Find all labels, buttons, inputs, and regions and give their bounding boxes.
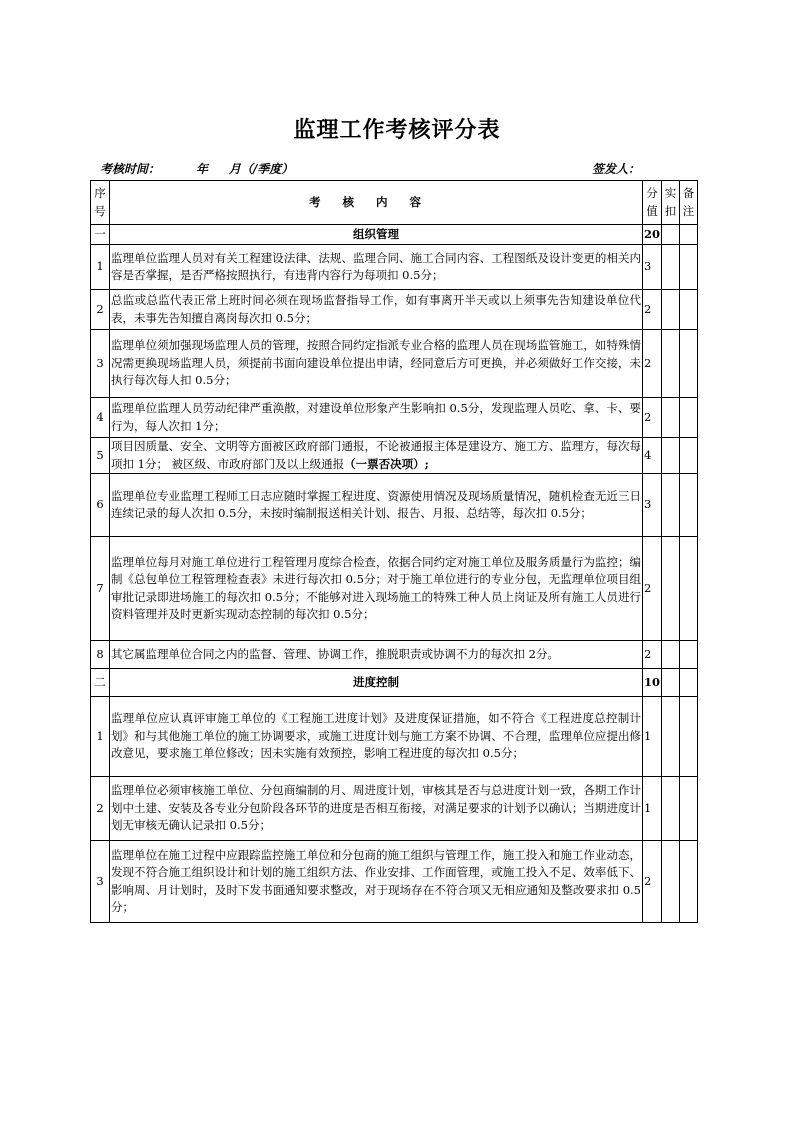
item-text: 项目因质量、安全、文明等方面被区政府部门通报，不论被通报主体是建设方、施工方、监理方，每次每项扣 1分； 被区级、市政府部门及以上级通报: [111, 439, 641, 471]
signer-label: 签发人：: [592, 162, 641, 176]
note-cell: [680, 438, 698, 474]
note-cell: [680, 537, 698, 641]
item-text: 监理单位每月对施工单位进行工程管理月度综合检查，依据合同约定对施工单位及服务质量行为监控；编制《总包单位工程管理检查表》未进行每次扣 0.5分；对于施工单位进行的专业分包，无监理单位项目组审批记录即进场施工的每次扣 0.5分；不能够对进入现场施工的特殊工种人员上岗证及所有施工人员进行资料管理并及时更新实现动态控制的每次扣 0.5分；: [111, 554, 641, 621]
deduct-cell: [662, 537, 680, 641]
deduct-cell: [662, 841, 680, 923]
item-content: [110, 245, 643, 290]
deduct-cell: [662, 245, 680, 290]
header-deduct: 实扣: [662, 181, 680, 225]
item-number: 7: [91, 537, 110, 641]
month-label: 月（/季度）: [228, 162, 294, 176]
deduct-cell: [662, 697, 680, 777]
table-header-row: [91, 181, 698, 225]
header-content: 考核内容: [110, 181, 643, 225]
deduct-cell: [662, 398, 680, 438]
deduct-cell: [662, 669, 680, 697]
item-text: 监理单位须加强现场监理人员的管理，按照合同约定指派专业合格的监理人员在现场监管施工，如特殊情况需更换现场监理人员，须提前书面向建设单位提出申请，经同意后方可更换，并必须做好工作交接，未执行每次每人扣 0.5分；: [111, 338, 641, 388]
table-row: [91, 330, 698, 398]
item-text: 监理单位监理人员对有关工程建设法律、法规、监理合同、施工合同内容、工程图纸及设计变更的相关内容是否掌握，是否严格按照执行，有违背内容行为每项扣 0.5分；: [111, 250, 641, 282]
item-text: 监理单位在施工过程中应跟踪监控施工单位和分包商的施工组织与管理工作，施工投入和施工作业动态，发现不符合施工组织设计和计划的施工组织方法、作业安排、工作面管理，或施工投入不足、效率低下、影响周、月计划时，及时下发书面通知要求整改，对于现场存在不符合项又无相应通知及整改要求扣 0.5分；: [111, 847, 641, 914]
item-content: [110, 641, 643, 669]
item-score: 2: [643, 290, 662, 330]
item-content: [110, 474, 643, 537]
section-score: 10: [643, 669, 662, 697]
item-number: 4: [91, 398, 110, 438]
header-no: 序号: [91, 181, 110, 225]
note-cell: [680, 330, 698, 398]
note-cell: [680, 697, 698, 777]
item-number: 6: [91, 474, 110, 537]
note-cell: [680, 225, 698, 245]
item-score: 4: [643, 438, 662, 474]
item-text: 监理单位专业监理工程师工日志应随时掌握工程进度、资源使用情况及现场质量情况，随机检查无近三日连续记录的每人次扣 0.5分，未按时编制报送相关计划、报告、月报、总结等，每次扣 0.5分；: [111, 488, 641, 520]
table-row: [91, 398, 698, 438]
table-row: [91, 841, 698, 923]
item-score: 2: [643, 330, 662, 398]
table-row: [91, 777, 698, 841]
item-score: 1: [643, 777, 662, 841]
item-content: [110, 841, 643, 923]
header-score: 分值: [643, 181, 662, 225]
table-row: [91, 697, 698, 777]
section-number: 一: [91, 225, 110, 245]
table-row: [91, 245, 698, 290]
item-text: 监理单位应认真评审施工单位的《工程施工进度计划》及进度保证措施，如不符合《工程进度总控制计划》和与其他施工单位的施工协调要求，或施工进度计划与施工方案不协调、不合理，监理单位应提出修改意见，要求施工单位修改；因未实施有效预控，影响工程进度的每次扣 0.5分；: [111, 711, 641, 761]
item-number: 2: [91, 290, 110, 330]
item-score: 3: [643, 245, 662, 290]
deduct-cell: [662, 777, 680, 841]
deduct-cell: [662, 641, 680, 669]
item-number: 1: [91, 697, 110, 777]
deduct-cell: [662, 474, 680, 537]
note-cell: [680, 777, 698, 841]
item-text: 总监或总监代表正常上班时间必须在现场监督指导工作，如有事离开半天或以上须事先告知建设单位代表，未事先告知擅自离岗每次扣 0.5分；: [111, 293, 641, 325]
page-title: 监理工作考核评分表: [293, 118, 501, 143]
item-content: [110, 537, 643, 641]
item-score: 2: [643, 537, 662, 641]
deduct-cell: [662, 330, 680, 398]
note-cell: [680, 641, 698, 669]
table-row: [91, 290, 698, 330]
section-score: 20: [643, 225, 662, 245]
item-number: 2: [91, 777, 110, 841]
deduct-cell: [662, 438, 680, 474]
year-label: 年: [196, 162, 209, 176]
item-content: [110, 398, 643, 438]
note-cell: [680, 669, 698, 697]
note-cell: [680, 474, 698, 537]
item-score: 2: [643, 841, 662, 923]
item-number: 8: [91, 641, 110, 669]
item-text: 监理单位监理人员劳动纪律严重涣散，对建设单位形象产生影响扣 0.5分，发现监理人员吃、拿、卡、要行为，每人次扣 1分；: [111, 401, 641, 433]
table-row: [91, 474, 698, 537]
item-number: 3: [91, 841, 110, 923]
item-text: 监理单位必须审核施工单位、分包商编制的月、周进度计划，审核其是否与总进度计划一致，各期工作计划中土建、安装及各专业分包阶段各环节的进度是否相互衔接，对满足要求的计划予以确认；当期进度计划无审核无确认记录扣 0.5分；: [111, 783, 641, 833]
item-number: 1: [91, 245, 110, 290]
evaluation-table: [90, 180, 698, 923]
section-title: 进度控制: [110, 669, 643, 697]
item-content: [110, 777, 643, 841]
item-content: [110, 330, 643, 398]
item-content: [110, 697, 643, 777]
item-score: 2: [643, 641, 662, 669]
table-row: [91, 641, 698, 669]
section-row: [91, 225, 698, 245]
table-row: [91, 438, 698, 474]
item-text: 其它属监理单位合同之内的监督、管理、协调工作，推脱职责或协调不力的每次扣 2分。: [111, 646, 559, 661]
deduct-cell: [662, 290, 680, 330]
section-row: [91, 669, 698, 697]
table-row: [91, 537, 698, 641]
note-cell: [680, 290, 698, 330]
note-cell: [680, 841, 698, 923]
item-number: 5: [91, 438, 110, 474]
item-score: 1: [643, 697, 662, 777]
veto-note: （一票否决项）;: [344, 456, 429, 471]
note-cell: [680, 245, 698, 290]
header-note: 备注: [680, 181, 698, 225]
item-content: [110, 438, 643, 474]
review-time-label: 考核时间：: [100, 162, 161, 176]
item-score: 3: [643, 474, 662, 537]
item-score: 2: [643, 398, 662, 438]
review-time: [100, 160, 293, 177]
section-title: 组织管理: [110, 225, 643, 245]
item-content: [110, 290, 643, 330]
item-number: 3: [91, 330, 110, 398]
section-number: 二: [91, 669, 110, 697]
deduct-cell: [662, 225, 680, 245]
note-cell: [680, 398, 698, 438]
